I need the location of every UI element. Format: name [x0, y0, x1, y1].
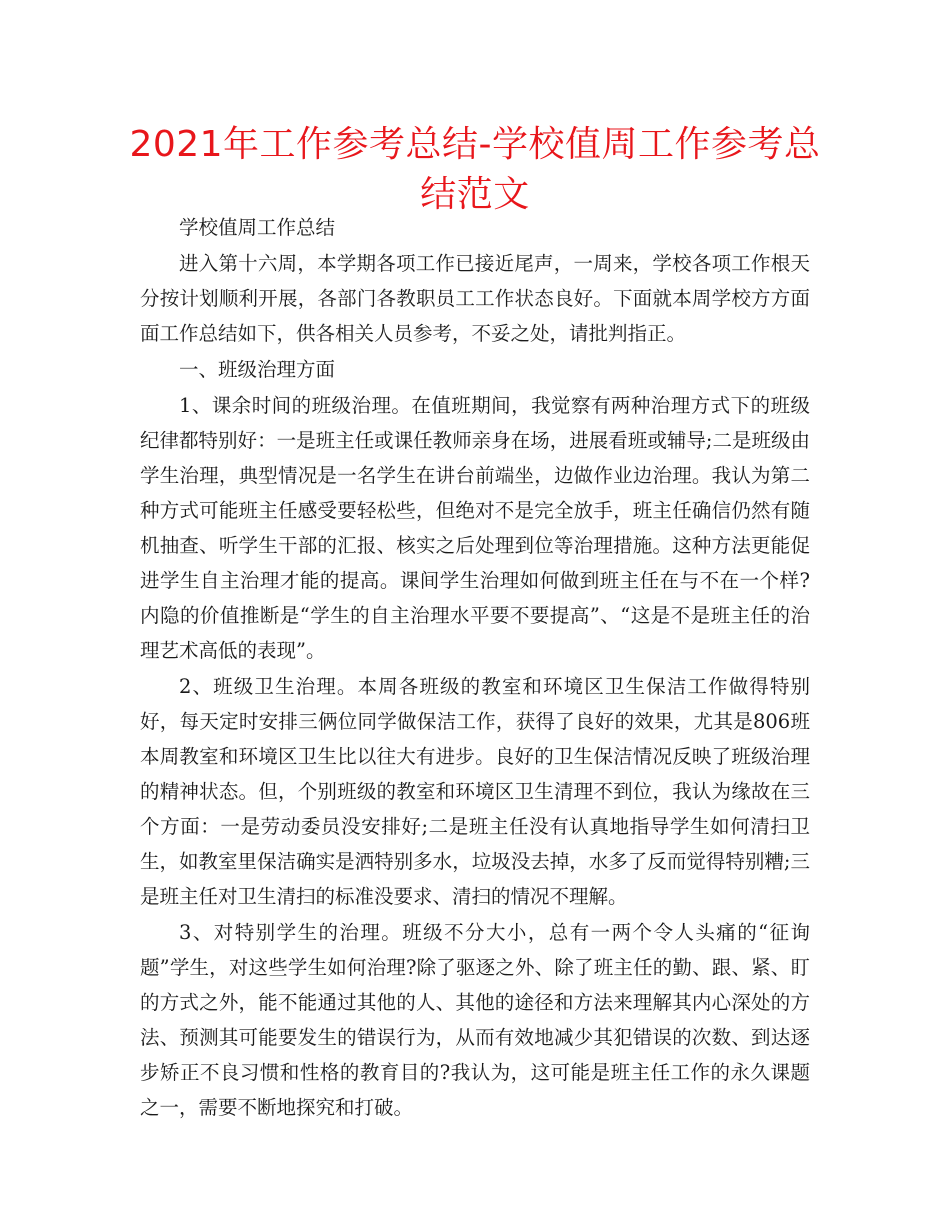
paragraph-item-2: 2、班级卫生治理。本周各班级的教室和环境区卫生保洁工作做得特别好，每天定时安排三俩位同学做保洁工作，获得了良好的效果，尤其是806班本周教室和环境区卫生比以往大有进步。良好的卫生保洁情况反映了班级治理的精神状态。但，个别班级的教室和环境区卫生清理不到位，我认为缘故在三个方面：一是劳动委员没安排好;二是班主任没有认真地指导学生如何清扫卫生，如教室里保洁确实是洒特别多水，垃圾没去掉，水多了反而觉得特别糟;三是班主任对卫生清扫的标准没要求、清扫的情况不理解。	[140, 675, 810, 908]
document-body	[140, 210, 810, 1126]
document-title: 2021年工作参考总结-学校值周工作参考总结范文	[129, 124, 821, 215]
paragraph-heading: 学校值周工作总结	[179, 216, 336, 239]
paragraph-item-3: 3、对特别学生的治理。班级不分大小，总有一两个令人头痛的“征询题”学生，对这些学生如何治理?除了驱逐之外、除了班主任的勤、跟、紧、盯的方式之外，能不能通过其他的人、其他的途径和方法来理解其内心深处的方法、预测其可能要发生的错误行为，从而有效地减少其犯错误的次数、到达逐步矫正不良习惯和性格的教育目的?我认为，这可能是班主任工作的永久课题之一，需要不断地探究和打破。	[140, 921, 810, 1119]
paragraph-item-1: 1、课余时间的班级治理。在值班期间，我觉察有两种治理方式下的班级纪律都特别好：一是班主任或课任教师亲身在场，进展看班或辅导;二是班级由学生治理，典型情况是一名学生在讲台前端坐，边做作业边治理。我认为第二种方式可能班主任感受要轻松些，但绝对不是完全放手，班主任确信仍然有随机抽查、听学生干部的汇报、核实之后处理到位等治理措施。这种方法更能促进学生自主治理才能的提高。课间学生治理如何做到班主任在与不在一个样?内隐的价值推断是“学生的自主治理水平要不要提高”、“这是不是班主任的治理艺术高低的表现”。	[140, 394, 810, 662]
section-heading: 一、班级治理方面	[179, 358, 336, 381]
paragraph-intro: 进入第十六周，本学期各项工作已接近尾声，一周来，学校各项工作根天分按计划顺利开展，各部门各教职员工工作状态良好。下面就本周学校方方面面工作总结如下，供各相关人员参考，不妥之处，请批判指正。	[140, 252, 810, 345]
